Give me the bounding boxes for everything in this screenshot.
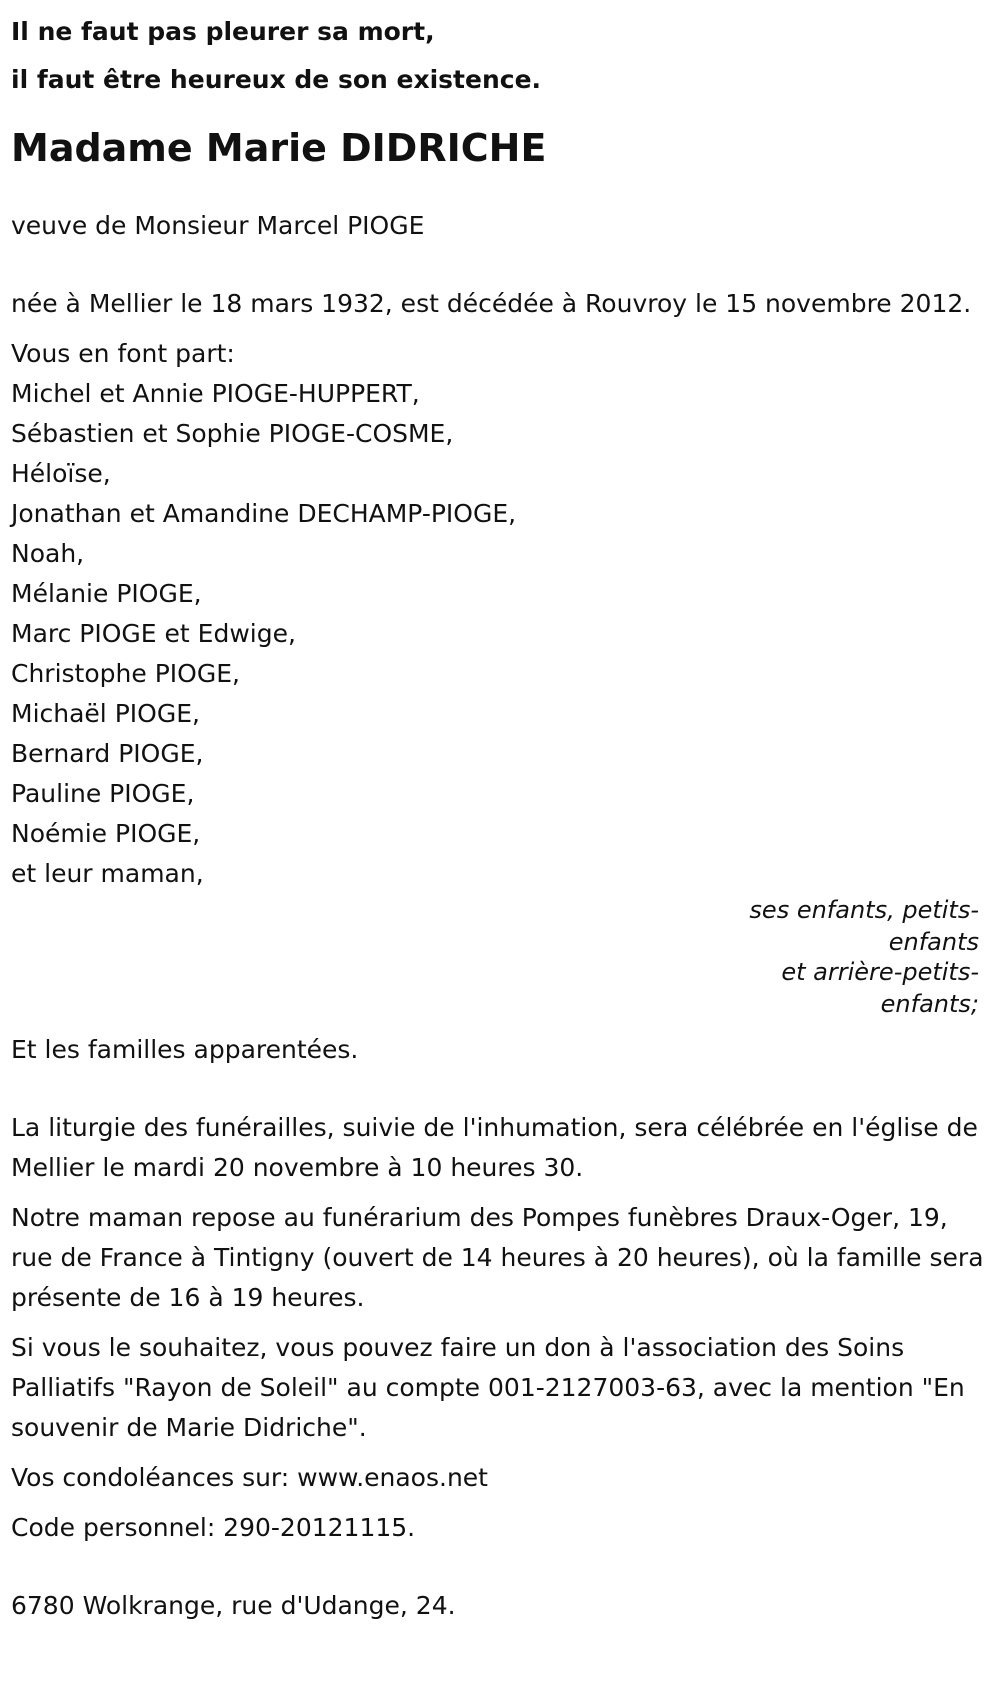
family-member: Sébastien et Sophie PIOGE-COSME,	[11, 419, 454, 448]
liturgy-paragraph: La liturgie des funérailles, suivie de l'inhumation, sera célébrée en l'église de Mellier le mardi 20 novembre à 10 heures 30.	[11, 1113, 978, 1182]
family-member: Christophe PIOGE,	[11, 659, 240, 688]
address-line: 6780 Wolkrange, rue d'Udange, 24.	[11, 1591, 456, 1620]
family-member: et leur maman,	[11, 859, 204, 888]
motto-line-1: Il ne faut pas pleurer sa mort,	[11, 17, 435, 46]
donation-paragraph: Si vous le souhaitez, vous pouvez faire un don à l'association des Soins Palliatifs "Rayon de Soleil" au compte 001-2127003-63, avec la mention "En souvenir de Marie Didriche".	[11, 1333, 965, 1442]
personal-code-line: Code personnel: 290-20121115.	[11, 1513, 416, 1542]
family-member: Noémie PIOGE,	[11, 819, 201, 848]
family-member: Pauline PIOGE,	[11, 779, 195, 808]
family-member: Jonathan et Amandine DECHAMP-PIOGE,	[11, 499, 517, 528]
family-list	[11, 334, 989, 894]
family-member: Michaël PIOGE,	[11, 699, 200, 728]
related-families: Et les familles apparentées.	[11, 1035, 359, 1064]
family-member: Marc PIOGE et Edwige,	[11, 619, 296, 648]
relation-line-2: et arrière-petits-enfants;	[781, 958, 979, 1018]
announcement-intro: Vous en font part:	[11, 339, 235, 368]
family-member: Héloïse,	[11, 459, 111, 488]
family-member: Mélanie PIOGE,	[11, 579, 202, 608]
spouse-line: veuve de Monsieur Marcel PIOGE	[11, 211, 425, 240]
motto	[11, 0, 989, 104]
motto-line-2: il faut être heureux de son existence.	[11, 65, 542, 94]
birth-death-line: née à Mellier le 18 mars 1932, est décédée à Rouvroy le 15 novembre 2012.	[11, 289, 972, 318]
family-member: Bernard PIOGE,	[11, 739, 204, 768]
deceased-name: Madame Marie DIDRICHE	[11, 126, 547, 170]
funerarium-paragraph: Notre maman repose au funérarium des Pompes funèbres Draux-Oger, 19, rue de France à Tintigny (ouvert de 14 heures à 20 heures), où la famille sera présente de 16 à 19 heures.	[11, 1203, 984, 1312]
relation-note	[729, 894, 979, 1020]
family-member: Michel et Annie PIOGE-HUPPERT,	[11, 379, 420, 408]
family-member: Noah,	[11, 539, 85, 568]
condolences-line: Vos condoléances sur: www.enaos.net	[11, 1463, 488, 1492]
relation-line-1: ses enfants, petits-enfants	[749, 896, 979, 956]
